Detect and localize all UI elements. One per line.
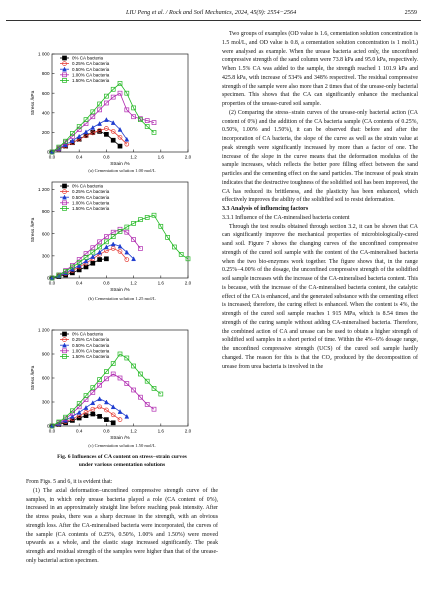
y-tick-label: 600 xyxy=(41,90,50,96)
x-tick-label: 1.6 xyxy=(157,154,164,160)
data-point xyxy=(118,144,122,148)
y-tick-label: 600 xyxy=(41,231,50,237)
data-point xyxy=(104,132,108,136)
data-point xyxy=(91,261,95,265)
y-tick-label: 300 xyxy=(41,253,50,259)
x-axis-label: Strain /% xyxy=(110,288,130,293)
data-point xyxy=(63,332,67,336)
paragraph: From Figs. 5 and 6, it is evident that: xyxy=(26,479,113,485)
data-point xyxy=(98,414,102,418)
header-rule xyxy=(6,20,421,21)
x-tick-label: 0.4 xyxy=(76,280,83,286)
y-tick-label: 900 xyxy=(41,209,50,215)
figure-caption-line2: under various cementation solutions xyxy=(78,462,166,468)
x-tick-label: 0.8 xyxy=(103,154,110,160)
x-tick-label: 0.8 xyxy=(103,280,110,286)
figure-caption xyxy=(26,453,218,469)
legend-label: 1.00% CA bacteria xyxy=(72,348,110,354)
paragraph: (1) The axial deformation−unconfined compressive strength curve of the samples, in which only urease bacteria played a role (CA content of 0%), increased in an approximately straight line before reaching peak intensity. After the stress peaks, there was a sharp decrease in the strength, with an obvious strength loss. After the CA-mineralised bacteria were incorporated, the curves of the sample (CA contents of 0.25%, 0.50%, 1.00% and 1.50%) were moved upwards as a whole, and the elastic stage increased significantly. The peak strength and residual strength of the samples were higher than that of the urease-only bacterial action specimen. xyxy=(26,487,218,564)
y-tick-label: 600 xyxy=(41,375,50,381)
legend-label: 0.50% CA bacteria xyxy=(72,66,110,72)
paragraph: Two groups of examples (OD value is 1.6, cementation solution concentration is 1.5 mol/L, and OD value is 0.8, a cementation solution concentration is 1 mol/L) were analysed as example. When the urease bacteria acted only, the unconfined compressive strength of the sand column were 73.8 kPa and 95.0 kPa, respectively. When 1.5% CA was added to the sample, the strength reached 1 101.9 kPa and 425.8 kPa, with increase of 534% and 348% respectivel. The residual compressive strength of the sample were also more than 2 times that of the urease-only bacterial specimen. This shows that the CA can significantly enhance the mechanical properties of the urease-cured soil sample. xyxy=(222,31,418,107)
chart-a xyxy=(26,48,218,168)
journal-citation: LIU Peng et al. / Rock and Soil Mechanics, 2024, 45(9): 2554−2564 xyxy=(126,9,297,16)
legend-label: 0% CA bacteria xyxy=(72,183,104,189)
y-tick-label: 0 xyxy=(46,423,50,429)
data-point xyxy=(104,245,108,249)
legend-label: 0% CA bacteria xyxy=(72,55,104,61)
x-tick-label: 1.6 xyxy=(157,280,164,286)
x-tick-label: 0.4 xyxy=(76,154,83,160)
data-point xyxy=(98,122,102,126)
x-tick-label: 0.8 xyxy=(103,428,110,434)
series-line xyxy=(52,354,161,426)
chart-b xyxy=(26,176,218,294)
data-point xyxy=(104,418,108,422)
x-tick-label: 2.0 xyxy=(184,428,192,434)
series-line xyxy=(52,129,127,153)
y-tick-label: 1 000 xyxy=(38,51,50,57)
x-tick-label: 0.0 xyxy=(48,428,56,434)
data-point xyxy=(111,138,115,142)
chart-b-caption: (b) Cementation solution 1.25 mol/L xyxy=(88,296,156,301)
legend-label: 0.25% CA bacteria xyxy=(72,61,110,67)
y-tick-label: 0 xyxy=(46,275,50,281)
legend-label: 0.25% CA bacteria xyxy=(72,337,110,343)
legend-label: 1.50% CA bacteria xyxy=(72,206,110,211)
data-point xyxy=(111,121,115,125)
chart-a-caption: (a) Cementation solution 1.00 mol/L xyxy=(88,168,156,173)
paragraph: (2) Comparing the stress−strain curves of the urease-only bacterial action (CA content of 0%) and the addition of the CA bacteria sample (CA contents of 0.25%, 0.50%, 1.00% and 1.50%), it can be observed that: before and after the incorporation of CA bacteria, the slope of the curve as well as the strain value at peak strength were significantly increased by more than a factor of one. The increase of the slope in the curve means that the deformation modulus of the sample increases, which reflects the better pore filling effect between the sand particles and the cementing effect on the sand particles. The increase of peak strain indicates that the destructive toughness of the solidified soil has been improved, the CA has reduced its brittleness, and the plasticity has been enhanced, which effectively improves the ability of the solidified soil to resist deformation. xyxy=(222,109,418,204)
data-point xyxy=(111,421,115,425)
y-tick-label: 900 xyxy=(41,351,50,357)
x-tick-label: 1.2 xyxy=(130,428,137,434)
data-point xyxy=(104,257,108,261)
legend-label: 0% CA bacteria xyxy=(72,331,104,337)
data-point xyxy=(91,412,95,416)
subsection-heading: 3.3.1 Influence of the CA-mineralised bacteria content xyxy=(222,214,350,221)
x-tick-label: 1.6 xyxy=(157,428,164,434)
page-number: 2559 xyxy=(404,9,417,16)
x-tick-label: 2.0 xyxy=(184,154,192,160)
data-point xyxy=(63,56,67,60)
legend-label: 1.50% CA bacteria xyxy=(72,78,110,83)
y-tick-label: 0 xyxy=(46,149,50,155)
data-point xyxy=(125,258,129,262)
data-point xyxy=(98,397,102,401)
paragraph: Through the test results obtained through section 3.2, it can be shown that CA can significantly improve the mechanical properties of microbiologically-cured sand soil. Figure 7 shows the changing curves of the unconfined compressive strength of the cured soil sample with the content of the CA-mineralised bacteria when the two bio-enzymes work together. The figure shows that, in the range 0.25%−4.00% of the dosage, the unconfined compressive strength of the solidified soil sample increases with the increase of the CA-mineralised bacteria content. This is because, with the increase of the CA-mineralised bacteria content, the catalytic effect of the CA is enhanced, and the generated substance with the cementing effect is increased; therefore, the curing effect is enhanced. When the content is 4%, the strength of the cured soil sample reaches 1 915 MPa, which is 8.54 times the strength of the curing sample without adding CA-mineralised bacteria. Therefore, the combined action of CA and urease can be used to obtain a higher strength of solidified soil samples in a short period of time. Within the 4%−6% dosage range, the unconfined compressive strength (UCS) of the cured soil sample hardly changed. The reason for this is that the CO₂ produced by the decomposition of urease from urea bacteria is involved in the xyxy=(222,223,418,370)
y-axis-label: Stress /kPa xyxy=(31,90,36,116)
left-column-text xyxy=(26,478,218,566)
data-point xyxy=(91,126,95,130)
y-tick-label: 400 xyxy=(41,110,50,116)
x-tick-label: 1.2 xyxy=(130,280,137,286)
data-point xyxy=(63,184,67,188)
y-tick-label: 800 xyxy=(41,71,50,77)
data-point xyxy=(118,244,122,248)
right-column-text xyxy=(222,30,418,371)
y-tick-label: 1 200 xyxy=(38,327,50,333)
x-axis-label: Strain /% xyxy=(110,162,130,167)
y-tick-label: 1 200 xyxy=(38,186,50,192)
legend-label: 0.25% CA bacteria xyxy=(72,189,110,195)
legend-label: 0.50% CA bacteria xyxy=(72,342,110,348)
data-point xyxy=(104,118,108,122)
legend-label: 1.00% CA bacteria xyxy=(72,200,110,206)
y-tick-label: 200 xyxy=(41,130,50,135)
data-point xyxy=(118,418,122,422)
data-point xyxy=(91,401,95,405)
x-axis-label: Strain /% xyxy=(110,436,130,441)
chart-c-caption: (c) Cementation solution 1.50 mol/L xyxy=(88,443,156,448)
y-tick-label: 300 xyxy=(41,399,50,405)
legend-label: 1.50% CA bacteria xyxy=(72,354,110,359)
x-tick-label: 0.0 xyxy=(48,280,56,286)
x-tick-label: 0.0 xyxy=(48,154,56,160)
figure-caption-line1: Fig. 6 Influences of CA content on stress−strain curves xyxy=(57,454,187,460)
y-axis-label: Stress /kPa xyxy=(31,217,36,243)
data-point xyxy=(91,255,95,259)
y-axis-label: Stress /kPa xyxy=(31,365,36,391)
legend-label: 1.00% CA bacteria xyxy=(72,72,110,78)
data-point xyxy=(84,130,88,134)
x-tick-label: 2.0 xyxy=(184,280,192,286)
data-point xyxy=(111,242,115,246)
series-line xyxy=(52,399,127,426)
legend-label: 0.50% CA bacteria xyxy=(72,194,110,200)
x-tick-label: 0.4 xyxy=(76,428,83,434)
data-point xyxy=(104,400,108,404)
section-heading: 3.3 Analysis of influencing factors xyxy=(222,206,309,212)
data-point xyxy=(98,258,102,262)
x-tick-label: 1.2 xyxy=(130,154,137,160)
chart-c xyxy=(26,324,218,442)
